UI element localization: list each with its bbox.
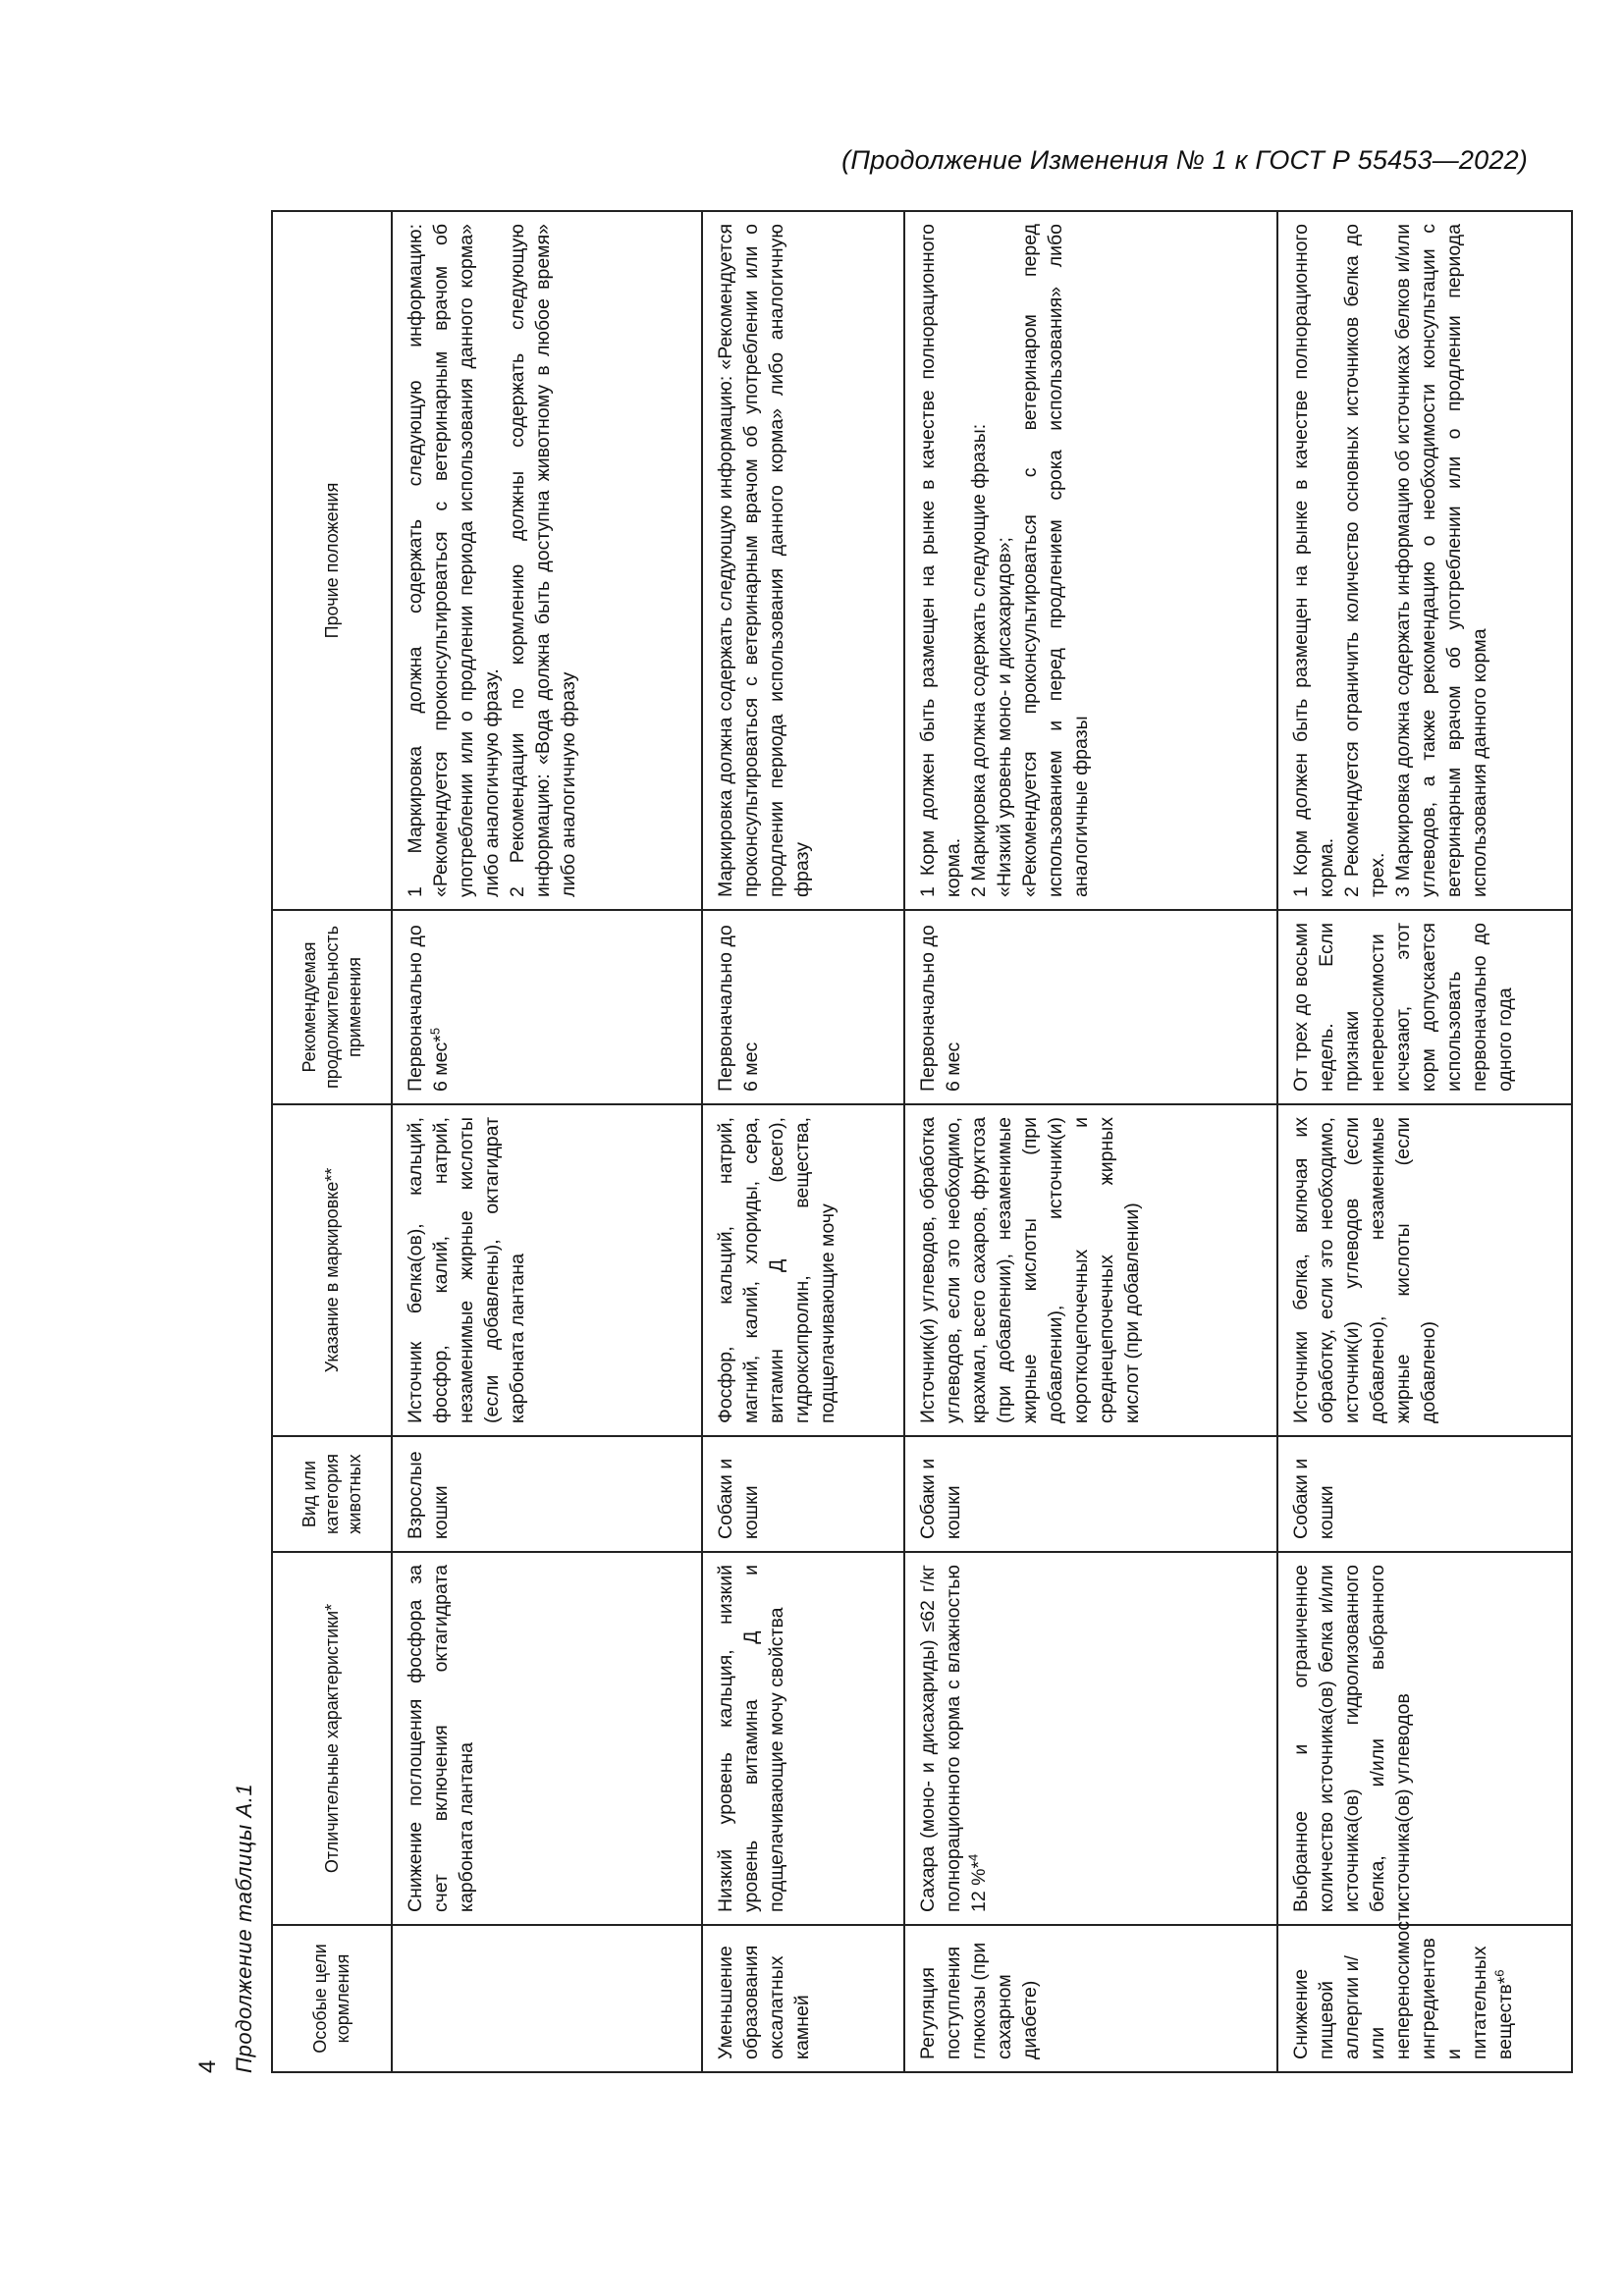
cell-characteristics: Низкий уровень кальция, низкий уровень витамина Д и подщелачивающие мочу свойства xyxy=(702,1552,904,1925)
column-header: Указание в маркировке** xyxy=(272,1104,392,1436)
cell-labeling: Источник белка(ов), кальций, фосфор, калий, натрий, незаменимые жирные кислоты (если добавлены), октагидрат карбоната лантана xyxy=(392,1104,702,1436)
cell-labeling: Источник(и) углеводов, обработка углеводов, если это необходимо, крахмал, всего сахаров, фруктоза (при добавлении), незаменимые жирные кислоты (при добавлении), источник(и) короткоцепочечных и среднецепочечных жирных кислот (при добавлении) xyxy=(904,1104,1277,1436)
other-paragraph: 3 Маркировка должна содержать информацию об источниках белков и/или углеводов, а также рекомендацию о необходимости консультации с ветеринарным врачом об употреблении или о продлении периода использования данного корма xyxy=(1392,224,1490,897)
column-header: Прочие положения xyxy=(272,211,392,910)
cell-duration xyxy=(702,910,904,1104)
characteristics-text: Сахара (моно- и дисахариды) ≤62 г/кг полнорационного корма с влажностью 12 %* xyxy=(917,1565,990,1912)
cell-characteristics: Выбранное и ограниченное количество источника(ов) белка и/или источника(ов) гидролизованного белка, и/или выбранного источника(ов) углеводов xyxy=(1277,1552,1572,1925)
other-paragraph: Маркировка должна содержать следующую информацию: «Рекомендуется проконсультироваться с ветеринарным врачом об употреблении или о продлении периода использования данного корма» либо аналогичную фразу xyxy=(715,224,813,897)
running-header: (Продолжение Изменения № 1 к ГОСТ Р 55453—2022) xyxy=(841,145,1528,175)
column-header: Вид или категория животных xyxy=(272,1436,392,1552)
cell-purpose xyxy=(392,1925,702,2072)
footnote-marker: 4 xyxy=(965,1853,981,1861)
page-number: 4 xyxy=(194,2059,221,2073)
other-paragraph: 2 Маркировка должна содержать следующие фразы: xyxy=(968,423,990,897)
cell-purpose: Уменьшение образования оксалатных камней xyxy=(702,1925,904,2072)
column-header: Рекомендуемая продолжительность применения xyxy=(272,910,392,1104)
other-paragraph: 1 Маркировка должна содержать следующую информацию: «Рекомендуется проконсультироваться с ветеринарным врачом об употреблении или о продлении периода использования данного корма» либо аналогичную фразу. xyxy=(405,224,503,897)
column-header: Особые цели кормления xyxy=(272,1925,392,2072)
purpose-text: Снижение пищевой аллергии и/или непереносимости ингредиентов и питательных веществ* xyxy=(1290,1901,1516,2059)
duration-text: Первоначально до 6 мес xyxy=(715,925,762,1092)
cell-labeling: Источники белка, включая их обработку, если это необходимо, источник(и) углеводов (если добавлено), незаменимые жирные кислоты (если добавлено) xyxy=(1277,1104,1572,1436)
table-row xyxy=(1277,211,1572,2072)
table-row xyxy=(392,211,702,2072)
duration-text: Первоначально до 6 мес* xyxy=(405,925,452,1092)
cell-other xyxy=(904,211,1277,910)
table-caption: Продолжение таблицы А.1 xyxy=(232,1783,256,2073)
table-row xyxy=(702,211,904,2072)
column-header: Отличительные характеристики* xyxy=(272,1552,392,1925)
duration-text: От трех до восьми недель. Если признаки непереносимости исчезают, этот корм допускается использовать первоначально до одного года xyxy=(1290,923,1516,1092)
other-paragraph: 1 Корм должен быть размещен на рынке в качестве полнорационного корма. xyxy=(1290,224,1337,897)
other-paragraph: 2 Рекомендуется ограничить количество основных источников белка до трех. xyxy=(1341,224,1388,897)
specification-table xyxy=(271,210,1573,2073)
cell-other xyxy=(702,211,904,910)
cell-species: Собаки и кошки xyxy=(702,1436,904,1552)
duration-text: Первоначально до 6 мес xyxy=(917,925,964,1092)
table-header-row xyxy=(272,211,392,2072)
other-paragraph: «Рекомендуется проконсультироваться с ветеринаром перед использованием и перед продлением срока использования» либо аналогичные фразы xyxy=(1019,224,1092,897)
cell-purpose xyxy=(1277,1901,1572,2072)
cell-other xyxy=(1277,211,1572,910)
footnote-marker: 6 xyxy=(1491,1969,1507,1977)
cell-characteristics: Снижение поглощения фосфора за счет включения октагидрата карбоната лантана xyxy=(392,1552,702,1925)
other-paragraph: 2 Рекомендации по кормлению должны содержать следующую информацию: «Вода должна быть доступна животному в любое время» либо аналогичную фразу xyxy=(507,224,579,897)
cell-species: Собаки и кошки xyxy=(1277,1436,1572,1552)
cell-duration xyxy=(1277,910,1572,1104)
cell-characteristics xyxy=(904,1552,1277,1925)
cell-species: Взрослые кошки xyxy=(392,1436,702,1552)
cell-species: Собаки и кошки xyxy=(904,1436,1277,1552)
table-row xyxy=(904,211,1277,2072)
other-paragraph: «Низкий уровень моно- и дисахаридов»; xyxy=(994,537,1015,897)
cell-duration xyxy=(904,910,1277,1104)
cell-other xyxy=(392,211,702,910)
cell-labeling: Фосфор, кальций, натрий, магний, калий, хлориды, сера, витамин Д (всего), гидроксипролин, вещества, подщелачивающие мочу xyxy=(702,1104,904,1436)
cell-purpose: Регуляция поступления глюкозы (при сахарном диабете) xyxy=(904,1925,1277,2072)
other-paragraph: 1 Корм должен быть размещен на рынке в качестве полнорационного корма. xyxy=(917,224,964,897)
cell-duration xyxy=(392,910,702,1104)
footnote-marker: 5 xyxy=(427,1027,443,1036)
rotated-table-page xyxy=(194,212,1524,2073)
